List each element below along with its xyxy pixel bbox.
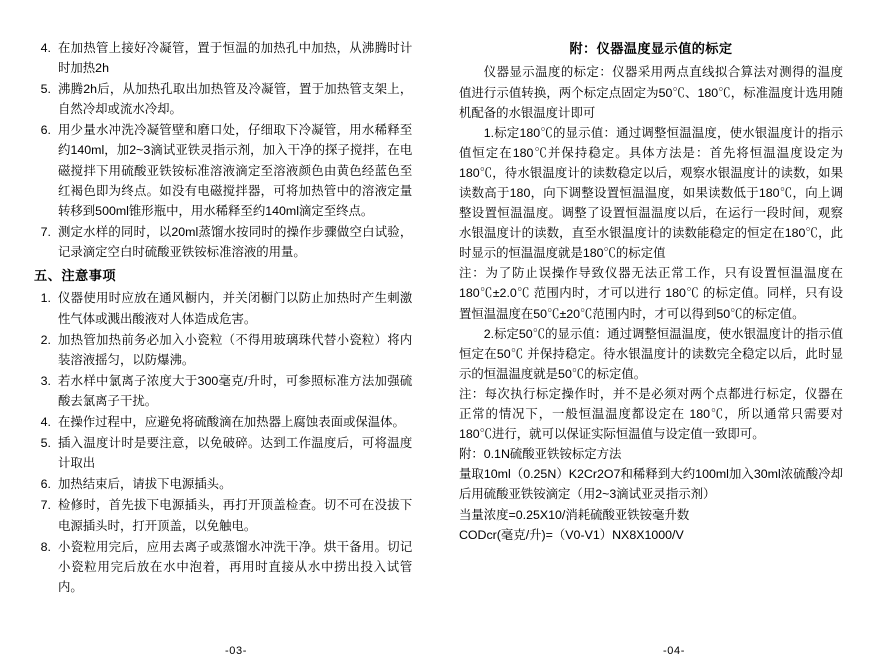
list-item-number: 7. <box>40 498 51 513</box>
list-item <box>34 222 412 262</box>
list-item <box>34 288 412 328</box>
appendix-line-1: 量取10ml（0.25N）K2Cr2O7和稀释到大约100ml加入30ml浓硫酸冷却后用硫酸亚铁铵滴定（用2~3滴试亚灵指示剂） <box>458 467 843 502</box>
precautions-list <box>34 288 412 596</box>
left-column <box>34 38 422 671</box>
list-item-text: 若水样中氯离子浓度大于300毫克/升时，可参照标准方法加强硫酸去氯离子干扰。 <box>58 373 413 408</box>
list-item <box>34 120 412 220</box>
list-item-text: 小瓷粒用完后，应用去离子或蒸馏水冲洗干净。烘干备用。切记小瓷粒用完后放在水中泡着，再用时直接从水中捞出投入试管内。 <box>58 539 413 594</box>
list-item <box>34 38 412 78</box>
list-item-text: 测定水样的同时，以20ml蒸馏水按同时的操作步骤做空白试验，记录滴定空白时硫酸亚铁铵标准溶液的用量。 <box>58 224 413 259</box>
right-column <box>455 38 843 671</box>
list-item-number: 2. <box>40 332 51 347</box>
list-item-number: 5. <box>40 82 51 97</box>
calibration-180-paragraph: 1.标定180℃的显示值：通过调整恒温温度，使水银温度计的指示值恒定在180℃并保持稳定。具体方法是：首先将恒温温度设定为180℃，待水银温度计的读数稳定以后，观察水银温度计的读数，如果读数高于180，向下调整设置恒温温度，如果读数低于180℃，向上调整设置恒温温度。调整了设置恒温温度以后，在运行一段时间，观察水银温度计的读数，直至水银温度计的读数能稳定的恒定在180℃，此时显示的恒温温度就是180℃的标定值 <box>458 125 843 261</box>
list-item-number: 7. <box>40 224 51 239</box>
list-item <box>34 79 412 119</box>
page-number-right: -04- <box>663 645 685 657</box>
list-item-text: 用少量水冲洗冷凝管壁和磨口处，仔细取下冷凝管，用水稀释至约140ml，加2~3滴试亚铁灵指示剂，加入干净的探子搅拌，在电磁搅拌下用硫酸亚铁铵标准溶液滴定至溶液颜色由黄色经蓝色至红褐色即为终点。如没有电磁搅拌器，可将加热管中的溶液定量转移到500ml锥形瓶中，用水稀释至约140ml滴定至终点。 <box>58 123 413 218</box>
list-item-number: 6. <box>40 477 51 492</box>
list-item-number: 1. <box>40 291 51 306</box>
list-item <box>34 412 412 432</box>
column-gutter <box>422 38 455 671</box>
continued-procedure-list <box>34 38 412 262</box>
list-item-text: 检修时，首先拔下电源插头，再打开顶盖检查。切不可在没拔下电源插头时，打开顶盖，以免触电。 <box>58 498 413 533</box>
calibration-50-paragraph: 2.标定50℃的显示值：通过调整恒温温度，使水银温度计的指示值恒定在50℃ 并保持稳定。待水银温度计的读数完全稳定以后，此时显示的恒温温度就是50℃的标定值。 <box>458 326 843 381</box>
list-item <box>34 371 412 411</box>
list-item <box>34 537 412 597</box>
list-item-number: 6. <box>40 123 51 138</box>
list-item-text: 插入温度计时是要注意，以免破碎。达到工作温度后，可将温度计取出 <box>58 436 413 471</box>
section-heading-precautions: 五、注意事项 <box>34 268 117 284</box>
appendix-line-3: CODcr(毫克/升)=（V0-V1）NX8X1000/V <box>458 527 684 542</box>
list-item <box>34 495 412 535</box>
appendix-line-2: 当量浓度=0.25X10/消耗硫酸亚铁铵毫升数 <box>458 507 690 522</box>
list-item-number: 4. <box>40 41 51 55</box>
list-item <box>34 330 412 370</box>
list-item-text: 在加热管上接好冷凝管，置于恒温的加热孔中加热，从沸腾时计时加热2h <box>58 41 413 76</box>
list-item-number: 8. <box>40 539 51 554</box>
list-item-text: 在操作过程中，应避免将硫酸滴在加热器上腐蚀表面或保温体。 <box>58 415 405 430</box>
list-item-number: 5. <box>40 436 51 451</box>
list-item <box>34 474 412 494</box>
calibration-note-2: 注：每次执行标定操作时，并不是必须对两个点都进行标定，仪器在正常的情况下，一般恒温温度都设定在 180℃，所以通常只需要对180℃进行，就可以保证实际恒温值与设定值一致即可。 <box>458 386 843 442</box>
list-item-number: 4. <box>40 415 51 430</box>
list-item <box>34 433 412 473</box>
list-item-text: 加热结束后，请拔下电源插头。 <box>58 477 232 492</box>
list-item-text: 沸腾2h后，从加热孔取出加热管及冷凝管，置于加热管支架上，自然冷却或流水冷却。 <box>58 82 413 117</box>
list-item-number: 3. <box>40 373 51 388</box>
appendix-titration-heading: 附：0.1N硫酸亚铁铵标定方法 <box>458 447 622 462</box>
calibration-note-1: 注：为了防止误操作导致仪器无法正常工作，只有设置恒温温度在 180℃±2.0℃ 范围内时，才可以进行 180℃ 的标定值。同样，只有设置恒温温度在50℃±20℃范围内时，才可以得到50℃的标定值。 <box>458 266 843 321</box>
calibration-intro-paragraph: 仪器显示温度的标定：仪器采用两点直线拟合算法对测得的温度值进行示值转换，两个标定点固定为50℃、180℃，标准温度计选用随机配备的水银温度计即可 <box>458 65 843 120</box>
list-item-text: 仪器使用时应放在通风橱内，并关闭橱门以防止加热时产生刺激性气体或溅出酸液对人体造成危害。 <box>58 291 413 326</box>
list-item-text: 加热管加热前务必加入小瓷粒（不得用玻璃珠代替小瓷粒）将内装溶液摇匀，以防爆沸。 <box>58 332 413 367</box>
page-number-left: -03- <box>225 645 247 657</box>
appendix-heading: 附：仪器温度显示值的标定 <box>569 41 733 56</box>
